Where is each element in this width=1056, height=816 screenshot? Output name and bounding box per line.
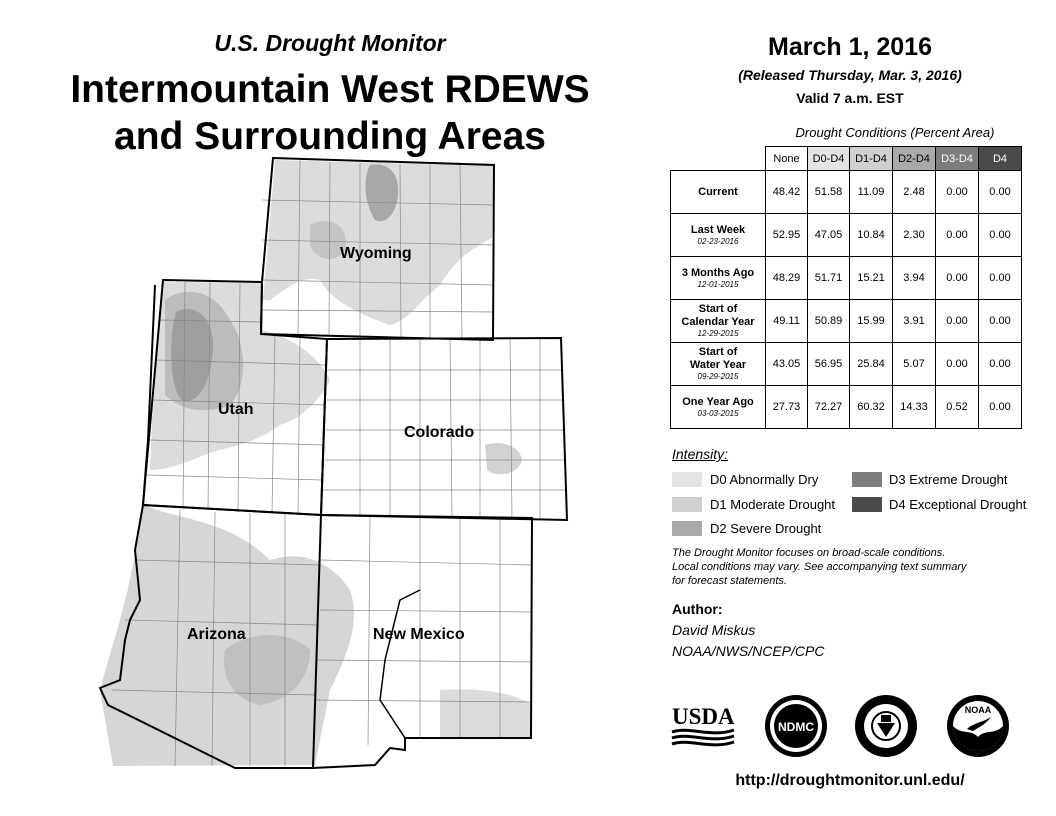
table-header-row — [671, 147, 1022, 171]
title-line-2: and Surrounding Areas — [114, 115, 546, 158]
ndmc-logo — [763, 693, 829, 759]
website-link[interactable]: http://droughtmonitor.unl.edu/ — [735, 772, 965, 789]
table-row — [671, 214, 1022, 257]
table-cell: 56.95 — [808, 343, 850, 386]
col-d3-d4: D3-D4 — [936, 147, 979, 171]
map-title — [20, 66, 640, 160]
table-cell: 0.00 — [979, 214, 1022, 257]
legend-label-d0: D0 Abnormally Dry — [710, 472, 819, 487]
table-cell: 10.84 — [850, 214, 893, 257]
table-cell: 11.09 — [850, 171, 893, 214]
table-cell: 27.73 — [766, 386, 808, 429]
table-cell: 0.52 — [936, 386, 979, 429]
table-cell: 60.32 — [850, 386, 893, 429]
table-cell: 0.00 — [936, 343, 979, 386]
noaa-logo-text: NOAA — [964, 705, 992, 715]
author-name: David Miskus — [672, 622, 756, 638]
map-date: March 1, 2016 — [768, 33, 932, 61]
author-heading: Author: — [672, 601, 723, 617]
table-row — [671, 300, 1022, 343]
legend-swatch-d3 — [852, 472, 882, 487]
state-label-new-mexico: New Mexico — [373, 626, 465, 643]
drought-map — [0, 150, 660, 770]
state-label-colorado: Colorado — [404, 424, 475, 441]
table-cell: 48.29 — [766, 257, 808, 300]
col-none: None — [766, 147, 808, 171]
usda-logo — [670, 700, 736, 750]
header-blank — [671, 147, 766, 171]
table-cell: 3.91 — [893, 300, 936, 343]
table-cell: 0.00 — [936, 257, 979, 300]
table-cell: 0.00 — [936, 214, 979, 257]
table-cell: 52.95 — [766, 214, 808, 257]
row-label-start-of-water-year: Start of Water Year 09-29-2015 — [671, 343, 766, 386]
noaa-logo — [945, 693, 1011, 759]
col-d2-d4: D2-D4 — [893, 147, 936, 171]
state-label-arizona: Arizona — [187, 626, 246, 643]
table-cell: 0.00 — [936, 171, 979, 214]
ndmc-logo-text: NDMC — [778, 720, 814, 734]
valid-time: Valid 7 a.m. EST — [796, 90, 904, 106]
legend-swatch-d2 — [672, 521, 702, 536]
table-cell: 0.00 — [979, 171, 1022, 214]
table-row — [671, 257, 1022, 300]
table-cell: 0.00 — [979, 257, 1022, 300]
table-row — [671, 171, 1022, 214]
legend-label-d4: D4 Exceptional Drought — [889, 497, 1027, 512]
table-cell: 47.05 — [808, 214, 850, 257]
table-cell: 15.21 — [850, 257, 893, 300]
table-cell: 72.27 — [808, 386, 850, 429]
conditions-table — [670, 146, 1022, 429]
table-cell: 0.00 — [979, 343, 1022, 386]
note-line: The Drought Monitor focuses on broad-scale conditions. — [672, 547, 946, 559]
usda-logo-text: USDA — [672, 704, 735, 729]
table-row — [671, 386, 1022, 429]
col-d1-d4: D1-D4 — [850, 147, 893, 171]
commerce-seal-logo — [853, 693, 919, 759]
legend-swatch-d1 — [672, 497, 702, 512]
row-label-one-year-ago: One Year Ago 03-03-2015 — [671, 386, 766, 429]
state-label-wyoming: Wyoming — [340, 245, 412, 262]
table-cell: 0.00 — [979, 386, 1022, 429]
table-cell: 51.58 — [808, 171, 850, 214]
author-org: NOAA/NWS/NCEP/CPC — [672, 643, 825, 659]
table-cell: 50.89 — [808, 300, 850, 343]
legend-label-d1: D1 Moderate Drought — [710, 497, 836, 512]
author-block — [672, 620, 824, 662]
row-label-3-months-ago: 3 Months Ago 12-01-2015 — [671, 257, 766, 300]
table-row — [671, 343, 1022, 386]
legend-heading: Intensity: — [672, 446, 729, 462]
table-cell: 43.05 — [766, 343, 808, 386]
legend-swatch-d4 — [852, 497, 882, 512]
row-label-last-week: Last Week 02-23-2016 — [671, 214, 766, 257]
disclaimer-note — [672, 546, 1032, 588]
table-cell: 5.07 — [893, 343, 936, 386]
col-d4: D4 — [979, 147, 1022, 171]
table-cell: 2.30 — [893, 214, 936, 257]
legend-swatch-d0 — [672, 472, 702, 487]
table-cell: 0.00 — [979, 300, 1022, 343]
table-cell: 14.33 — [893, 386, 936, 429]
note-line: for forecast statements. — [672, 575, 787, 587]
legend-label-d2: D2 Severe Drought — [710, 521, 822, 536]
map-subtitle: U.S. Drought Monitor — [214, 30, 446, 56]
row-label-start-of-calendar-year: Start of Calendar Year 12-29-2015 — [671, 300, 766, 343]
table-cell: 2.48 — [893, 171, 936, 214]
table-cell: 25.84 — [850, 343, 893, 386]
table-cell: 15.99 — [850, 300, 893, 343]
col-d0-d4: D0-D4 — [808, 147, 850, 171]
row-label-current: Current — [671, 171, 766, 214]
legend-label-d3: D3 Extreme Drought — [889, 472, 1008, 487]
table-cell: 3.94 — [893, 257, 936, 300]
release-date: (Released Thursday, Mar. 3, 2016) — [738, 67, 962, 83]
table-cell: 48.42 — [766, 171, 808, 214]
note-line: Local conditions may vary. See accompanying text summary — [672, 561, 967, 573]
table-cell: 0.00 — [936, 300, 979, 343]
table-cell: 49.11 — [766, 300, 808, 343]
title-line-1: Intermountain West RDEWS — [70, 68, 590, 111]
table-cell: 51.71 — [808, 257, 850, 300]
state-label-utah: Utah — [218, 401, 254, 418]
conditions-table-title: Drought Conditions (Percent Area) — [795, 125, 995, 140]
